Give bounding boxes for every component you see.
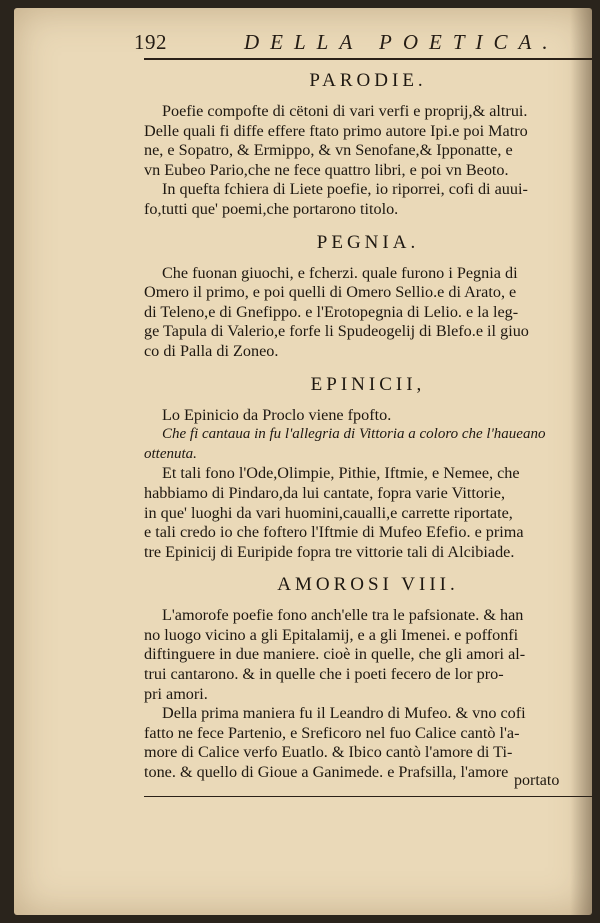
text-line: co di Palla di Zoneo. (144, 341, 279, 360)
text-line: di Teleno,e di Gnefippo. e l'Erotopegnia di Lelio. e la leg- (144, 302, 519, 321)
text-line: ge Tapula di Valerio,e forfe li Spudeogelij di Blefo.e il giuo (144, 322, 529, 341)
section-heading-amorosi: AMOROSI VIII. (277, 574, 459, 596)
text-line: Della prima maniera fu il Leandro di Mufeo. & vno cofi (162, 704, 526, 723)
catchword: portato (514, 772, 560, 789)
text-line: Delle quali fi diffe effere ftato primo autore Ipi.e poi Matro (144, 121, 528, 140)
book-page (14, 8, 592, 915)
text-line: pri amori. (144, 684, 208, 703)
section-heading-parodie: PARODIE. (309, 70, 427, 91)
text-line: Che fuonan giuochi, e fcherzi. quale furono i Pegnia di (162, 263, 518, 282)
text-line: fatto ne fece Partenio, e Sreficoro nel fuo Calice cantò l'a- (144, 723, 520, 742)
text-line: tone. & quello di Gioue a Ganimede. e Prafsilla, l'amore (144, 763, 509, 782)
text-line: Poefie compofte di cëtoni di vari verfi e proprij,& altrui. (162, 102, 528, 120)
text-line: Lo Epinicio da Proclo viene fpofto. (162, 405, 392, 424)
text-line-italic: ottenuta. (144, 445, 197, 462)
header-rule (144, 58, 592, 60)
text-line: habbiamo di Pindaro,da lui cantate, fopra varie Vittorie, (144, 483, 506, 502)
text-line: diftinguere in due maniere. cioè in quelle, che gli amori al- (144, 645, 526, 664)
text-line: ne, e Sopatro, & Ermippo, & vn Senofane,& Ipponatte, e (144, 141, 513, 160)
text-line: fo,tutti que' poemi,che portarono titolo. (144, 199, 399, 218)
page-number: 192 (134, 30, 167, 54)
running-title: DELLA POETICA. (244, 30, 559, 54)
footer-rule (144, 796, 592, 797)
text-line: more di Calice verfo Euatlo. & Ibico cantò l'amore di Ti- (144, 743, 513, 762)
text-block (144, 66, 592, 783)
text-line: Et tali fono l'Ode,Olimpie, Pithie, Iftmie, e Nemee, che (162, 464, 520, 483)
text-line: e tali credo io che foftero l'Iftmie di Mufeo Efefio. e prima (144, 523, 524, 542)
text-line: L'amorofe poefie fono anch'elle tra le pafsionate. & han (162, 606, 524, 625)
running-head (134, 30, 594, 60)
text-line: In quefta fchiera di Liete poefie, io riporrei, cofi di auui- (162, 180, 528, 199)
text-line: no luogo vicino a gli Epitalamij, e a gli Imenei. e poffonfi (144, 625, 519, 644)
section-heading-pegnia: PEGNIA. (316, 231, 420, 253)
text-line: Omero il primo, e poi quelli di Omero Sellio.e di Arato, e (144, 283, 517, 302)
text-line-italic: Che fi cantaua in fu l'allegria di Vittoria a coloro che l'haueano (162, 426, 546, 443)
text-line: trui cantarono. & in quelle che i poeti fecero de lor pro- (144, 665, 504, 684)
text-line: vn Eubeo Pario,che ne fece quattro libri, e poi vn Beoto. (144, 160, 509, 179)
section-heading-epinicii: EPINICII, (310, 373, 426, 395)
text-line: tre Epinicij di Euripide fopra tre vittorie tali di Alcibiade. (144, 542, 515, 561)
text-line: in que' luoghi da vari huomini,caualli,e carrette riportate, (144, 503, 513, 522)
